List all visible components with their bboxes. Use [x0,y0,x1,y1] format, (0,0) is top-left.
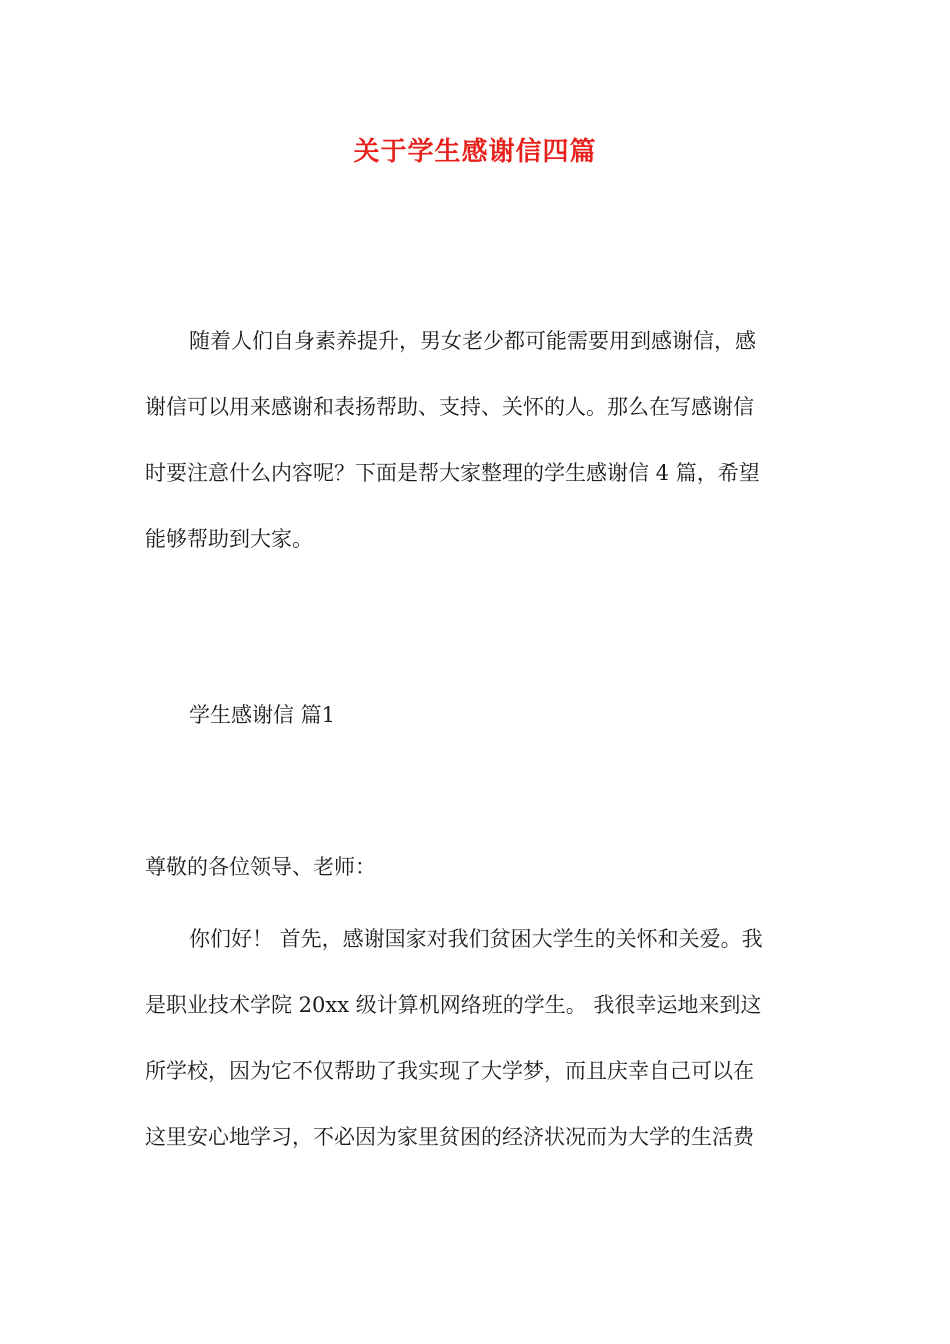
salutation-block [145,834,807,900]
intro-line: 谢信可以用来感谢和表扬帮助、支持、关怀的人。那么在写感谢信 [145,395,754,419]
intro-line: 随着人们自身素养提升，男女老少都可能需要用到感谢信，感 [189,329,756,353]
intro-line: 能够帮助到大家。 [145,527,313,551]
section-heading-block [145,682,807,748]
intro-line: 时要注意什么内容呢？下面是帮大家整理的学生感谢信 4 篇，希望 [145,461,760,485]
section-heading: 学生感谢信 篇1 [189,703,336,727]
salutation: 尊敬的各位领导、老师： [145,855,376,879]
body-line: 这里安心地学习，不必因为家里贫困的经济状况而为大学的生活费 [145,1125,754,1149]
body-line: 所学校，因为它不仅帮助了我实现了大学梦，而且庆幸自己可以在 [145,1059,754,1083]
document-title: 关于学生感谢信四篇 [353,137,597,167]
body-line: 是职业技术学院 20xx 级计算机网络班的学生。 我很幸运地来到这 [145,993,762,1017]
letter-body-paragraph [145,906,807,1170]
body-line: 你们好！ 首先，感谢国家对我们贫困大学生的关怀和关爱。我 [189,927,763,951]
intro-paragraph [145,308,807,572]
